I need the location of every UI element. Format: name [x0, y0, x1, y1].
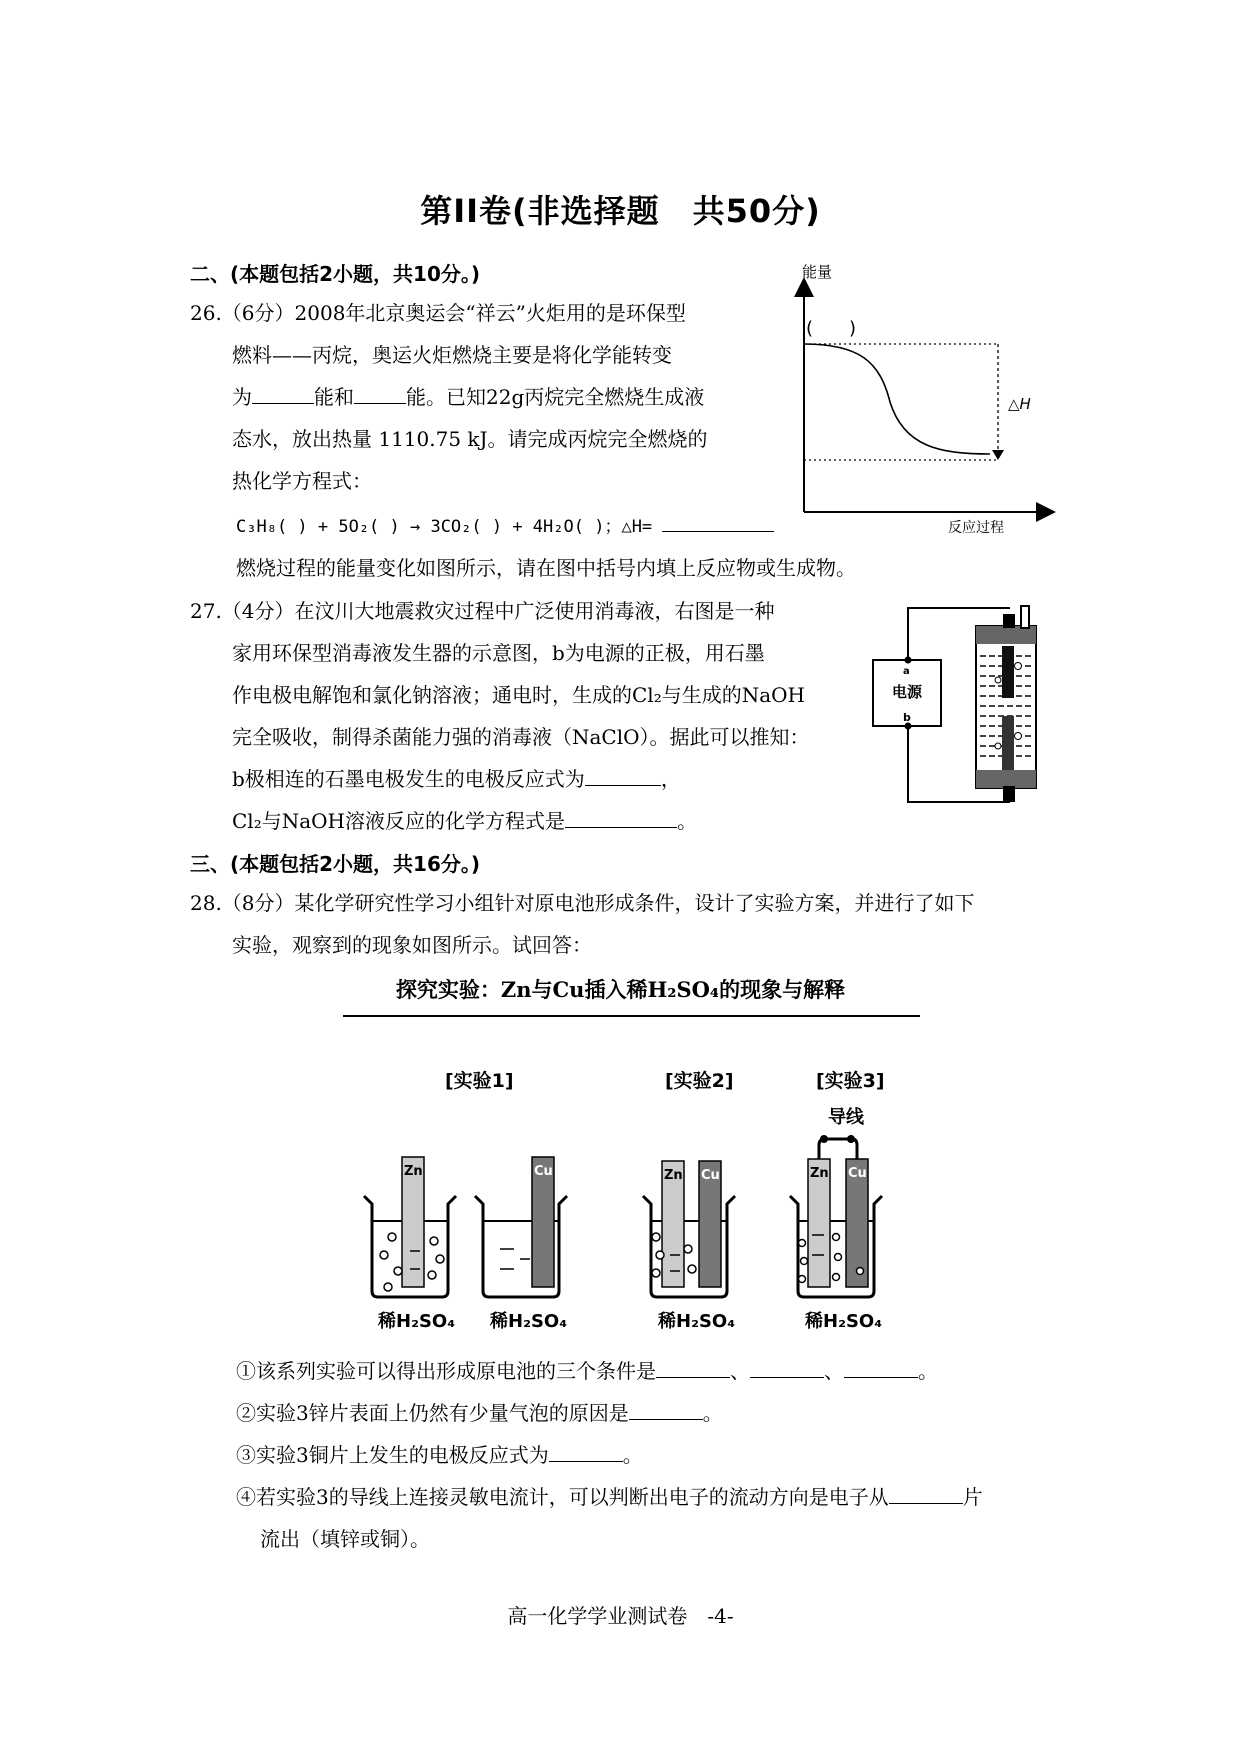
pole-b-label: b — [903, 711, 911, 724]
q27-line1: 27.（4分）在汶川大地震救灾过程中广泛使用消毒液，右图是一种 — [190, 599, 775, 623]
acid-label-4: 稀H₂SO₄ — [805, 1311, 883, 1332]
answer-blank[interactable] — [629, 1401, 703, 1420]
q28-sub1: ①该系列实验可以得出形成原电池的三个条件是 、 、 。 — [236, 1359, 938, 1383]
q28-sub4: ④若实验3的导线上连接灵敏电流计，可以判断出电子的流动方向是电子从 片 — [236, 1485, 983, 1509]
power-source-label: 电源 — [892, 683, 923, 701]
experiment-1-label: [实验1] — [445, 1070, 514, 1092]
q28-line1: 28.（8分）某化学研究性学习小组针对原电池形成条件，设计了实验方案，并进行了如下 — [190, 891, 975, 915]
top-electrode — [1002, 646, 1014, 698]
answer-blank[interactable] — [844, 1359, 918, 1378]
q26-line2: 燃料——丙烷，奥运火炬燃烧主要是将化学能转变 — [232, 343, 672, 367]
experiment-3-label: [实验3] — [816, 1070, 885, 1092]
q26-line5: 热化学方程式： — [232, 469, 372, 493]
page-title: 第II卷(非选择题 共50分) — [420, 192, 821, 230]
q26-line4: 态水，放出热量 1110.75 kJ。请完成丙烷完全燃烧的 — [232, 427, 708, 451]
beaker-2 — [475, 1157, 567, 1297]
answer-blank[interactable] — [565, 809, 677, 828]
x-axis-label: 反应过程 — [948, 520, 1004, 536]
experiment-diagram — [350, 1055, 910, 1335]
acid-label-2: 稀H₂SO₄ — [490, 1311, 568, 1332]
q27-line6: Cl₂与NaOH溶液反应的化学方程式是 。 — [232, 809, 697, 833]
q26-line7: 燃烧过程的能量变化如图所示，请在图中括号内填上反应物或生成物。 — [236, 556, 856, 580]
energy-diagram — [780, 262, 1060, 537]
beaker-1 — [364, 1157, 456, 1297]
page-footer: 高一化学学业测试卷 -4- — [507, 1604, 734, 1628]
q27-line4: 完全吸收，制得杀菌能力强的消毒液（NaClO）。据此可以推知： — [232, 725, 810, 749]
answer-blank[interactable] — [662, 513, 774, 532]
pole-a-label: a — [903, 666, 910, 677]
answer-blank[interactable] — [354, 385, 406, 404]
q28-sub2: ②实验3锌片表面上仍然有少量气泡的原因是 。 — [236, 1401, 723, 1425]
answer-blank[interactable] — [585, 767, 661, 786]
acid-label-1: 稀H₂SO₄ — [378, 1311, 456, 1332]
section-2-heading: 二、(本题包括2小题，共10分。) — [190, 262, 481, 286]
q28-sub4-line2: 流出（填锌或铜）。 — [260, 1527, 430, 1551]
answer-blank[interactable] — [750, 1359, 824, 1378]
beaker-4 — [790, 1135, 882, 1297]
q27-line2: 家用环保型消毒液发生器的示意图，b为电源的正极，用石墨 — [232, 641, 765, 665]
answer-blank[interactable] — [549, 1443, 623, 1462]
q28-sub3: ③实验3铜片上发生的电极反应式为 。 — [236, 1443, 643, 1467]
cu-label: Cu — [701, 1168, 720, 1183]
q27-line3: 作电极电解饱和氯化钠溶液；通电时，生成的Cl₂与生成的NaOH — [232, 683, 805, 707]
experiment-2-label: [实验2] — [665, 1070, 734, 1092]
cu-label: Cu — [534, 1164, 553, 1179]
bottom-electrode — [1002, 716, 1014, 770]
experiment-title: 探究实验：Zn与Cu插入稀H₂SO₄的现象与解释 — [395, 977, 846, 1002]
zn-label: Zn — [664, 1168, 683, 1183]
acid-label-3: 稀H₂SO₄ — [658, 1311, 736, 1332]
y-axis-label: 能量 — [802, 263, 833, 281]
q28-line2: 实验，观察到的现象如图所示。试回答： — [232, 933, 592, 957]
beaker-3 — [643, 1161, 735, 1297]
section-3-heading: 三、(本题包括2小题，共16分。) — [190, 852, 481, 876]
q26-line3: 为 能和 能。已知22g丙烷完全燃烧生成液 — [232, 385, 705, 409]
cu-label: Cu — [848, 1166, 867, 1181]
experiment-title-rule — [343, 1015, 920, 1017]
q26-line1: 26.（6分）2008年北京奥运会“祥云”火炬用的是环保型 — [190, 301, 686, 325]
answer-blank[interactable] — [252, 385, 314, 404]
energy-curve — [804, 344, 990, 454]
q26-equation: C₃H₈( ) + 5O₂( ) → 3CO₂( ) + 4H₂O( )；△H= — [236, 512, 774, 537]
wire-label: 导线 — [828, 1107, 864, 1128]
q27-line5: b极相连的石墨电极发生的电极反应式为 ， — [232, 767, 681, 791]
zn-label: Zn — [404, 1164, 423, 1179]
zn-label: Zn — [810, 1166, 829, 1181]
cell-bottom-cap — [976, 770, 1036, 788]
answer-blank[interactable] — [656, 1359, 730, 1378]
delta-h-label: △H — [1008, 395, 1031, 413]
electrolysis-diagram — [868, 596, 1048, 804]
answer-blank[interactable] — [889, 1485, 963, 1504]
reactant-paren: ( ) — [806, 318, 857, 339]
